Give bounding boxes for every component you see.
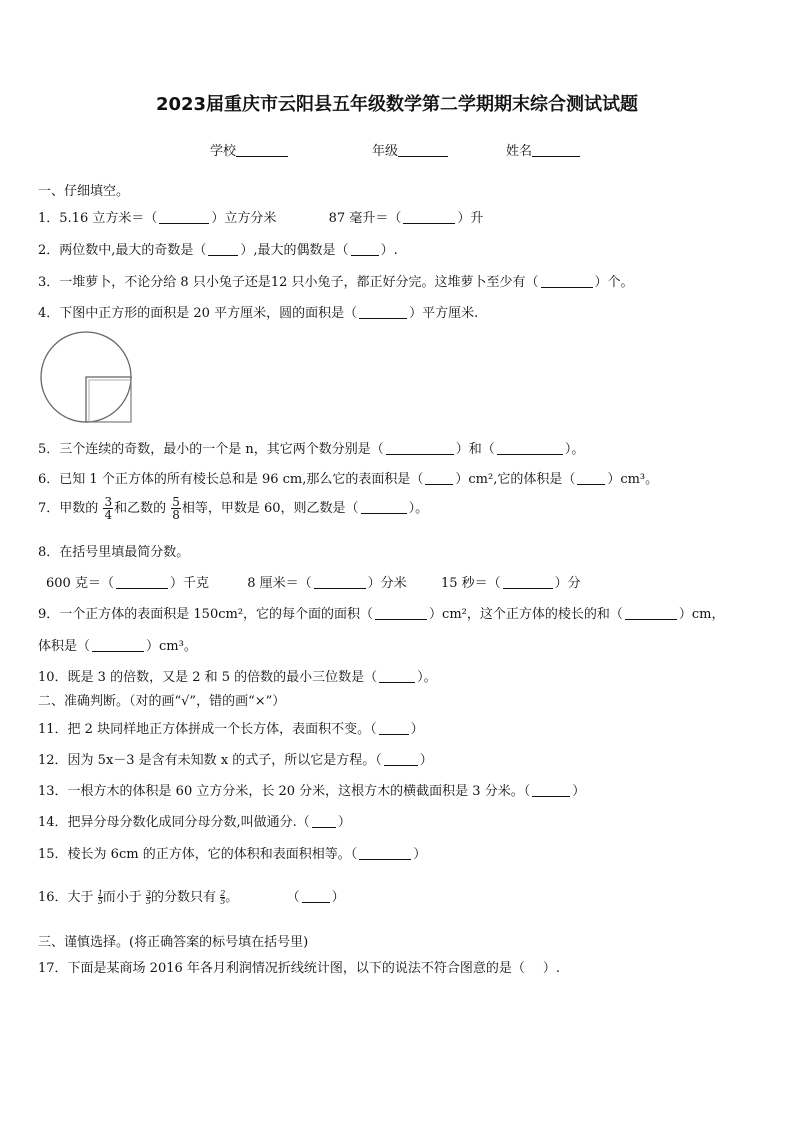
question-8-items: 600 克＝（ ）千克 8 厘米＝（ ）分米 15 秒＝（ ）分 [46,576,581,591]
name-label: 姓名 [506,144,533,159]
section-2-heading: 二、准确判断。（对的画“√”，错的画“×”） [38,694,286,709]
question-2: 2．两位数中,最大的奇数是（ ）,最大的偶数是（ ）. [38,243,398,258]
answer-blank[interactable] [351,243,379,256]
question-10: 10．既是 3 的倍数，又是 2 和 5 的倍数的最小三位数是（ ）。 [38,670,437,685]
school-field [210,140,288,159]
answer-blank[interactable] [359,306,407,319]
question-3: 3．一堆萝卜，不论分给 8 只小兔子还是12 只小兔子，都正好分完。这堆萝卜至少有（ ）个。 [38,275,634,290]
answer-blank[interactable] [403,211,455,224]
name-field [506,140,580,159]
question-1: 1．5.16 立方米＝（ ）立方分米 87 毫升＝（ ）升 [38,211,484,226]
answer-blank[interactable] [312,815,336,828]
question-12: 12．因为 5x－3 是含有未知数 x 的式子，所以它是方程。（ ） [38,753,433,768]
question-4: 4．下图中正方形的面积是 20 平方厘米，圆的面积是（ ）平方厘米. [38,306,479,321]
question-16: 16．大于 $\frac{1}{5}$ 而小于 $\frac{3}{5}$ 的分数只有 $\frac{2}{5}$ 。 （ ） [38,888,345,906]
fraction-1-5: $\frac{1}{5}$ [97,888,103,906]
grade-label: 年级 [372,144,399,159]
section-1-heading: 一、仔细填空。 [38,184,130,199]
question-17: 17．下面是某商场 2016 年各月利润情况折线统计图，以下的说法不符合图意的是（ ）. [38,961,561,976]
question-11: 11．把 2 块同样地正方体拼成一个长方体，表面积不变。（ ） [38,722,424,737]
answer-blank[interactable] [208,243,238,256]
answer-blank[interactable] [116,576,168,589]
school-blank[interactable] [236,144,288,157]
answer-blank[interactable] [361,501,407,514]
circle-square-svg [38,328,138,428]
answer-blank[interactable] [384,753,418,766]
answer-blank[interactable] [302,890,330,903]
answer-blank[interactable] [359,847,411,860]
question-15: 15．棱长为 6cm 的正方体，它的体积和表面积相等。（ ） [38,847,427,862]
answer-blank[interactable] [532,784,570,797]
fraction-2-5: $\frac{2}{5}$ [220,888,226,906]
answer-blank[interactable] [92,639,144,652]
answer-blank[interactable] [497,442,563,455]
grade-blank[interactable] [398,144,448,157]
answer-blank[interactable] [625,607,677,620]
question-9: 9．一个正方体的表面积是 150cm²，它的每个面的面积（ ）cm²，这个正方体的棱长的和（ ）cm， [38,607,725,622]
answer-blank[interactable] [375,607,427,620]
fraction-3-5: $\frac{3}{5}$ [145,888,152,906]
answer-blank[interactable] [425,472,453,485]
answer-blank[interactable] [527,962,541,974]
question-5: 5．三个连续的奇数，最小的一个是 n，其它两个数分别是（ ）和（ ）。 [38,442,585,457]
school-label: 学校 [210,144,237,159]
answer-blank[interactable] [541,275,593,288]
answer-blank[interactable] [314,576,366,589]
answer-blank[interactable] [159,211,209,224]
fraction-3-4: $\frac{3}{4}$ [104,495,113,522]
fraction-5-8: $\frac{5}{8}$ [172,495,180,522]
answer-blank[interactable] [379,670,415,683]
section-3-heading: 三、谨慎选择。(将正确答案的标号填在括号里) [38,935,309,950]
answer-blank[interactable] [503,576,553,589]
question-13: 13．一根方木的体积是 60 立方分米，长 20 分米，这根方木的横截面积是 3 分米。（ ） [38,784,586,799]
question-6: 6．已知 1 个正方体的所有棱长总和是 96 cm,那么它的表面积是（ ）cm²,它的体积是（ ）cm³。 [38,472,659,487]
answer-blank[interactable] [577,472,605,485]
question-14: 14．把异分母分数化成同分母分数,叫做通分.（ ） [38,815,351,830]
page-title: 2023届重庆市云阳县五年级数学第二学期期末综合测试试题 [155,94,639,115]
answer-blank[interactable] [386,442,454,455]
question-9-continued: 体积是（ ）cm³。 [38,639,197,654]
answer-blank[interactable] [379,722,409,735]
question-7: 7．甲数的 $\frac{3}{4}$ 和乙数的 $\frac{5}{8}$ 相等，甲数是 60，则乙数是（ ）。 [38,495,429,522]
grade-field [372,140,448,159]
name-blank[interactable] [532,144,580,157]
question-8: 8．在括号里填最简分数。 [38,545,190,560]
circle-square-figure [38,328,138,432]
